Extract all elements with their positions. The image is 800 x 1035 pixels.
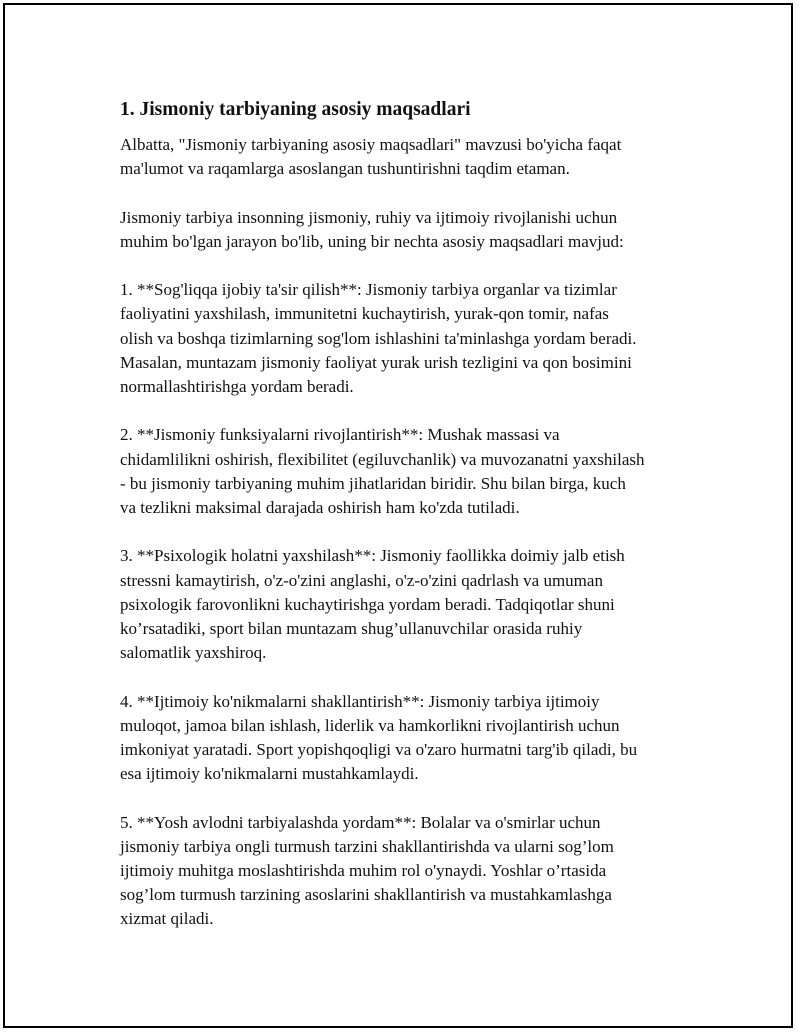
text-line: xizmat qiladi.	[120, 909, 214, 929]
paragraph-intro	[120, 133, 700, 181]
list-item-2	[120, 423, 700, 520]
text-line: Albatta, "Jismoniy tarbiyaning asosiy maqsadlari" mavzusi bo'yicha faqat	[120, 135, 622, 154]
text-line: stressni kamaytirish, o'z-o'zini anglashi, o'z-o'zini qadrlash va umuman	[120, 570, 603, 590]
text-line: olish va boshqa tizimlarning sog'lom ishlashini ta'minlashga yordam beradi.	[120, 328, 637, 348]
text-line: 2. **Jismoniy funksiyalarni rivojlantirish**: Mushak massasi va	[120, 425, 560, 445]
document-title: 1. Jismoniy tarbiyaning asosiy maqsadlari	[120, 99, 471, 120]
text-line: normallashtirishga yordam beradi.	[120, 377, 354, 396]
text-line: imkoniyat yaratadi. Sport yopishqoqligi va o'zaro hurmatni targ'ib qiladi, bu	[120, 740, 638, 759]
page-frame	[3, 3, 793, 1028]
text-line: ma'lumot va raqamlarga asoslangan tushuntirishni taqdim etaman.	[120, 159, 570, 179]
text-line: muhim bo'lgan jarayon bo'lib, uning bir nechta asosiy maqsadlari mavjud:	[120, 231, 624, 251]
list-item-5	[120, 811, 700, 932]
document-body	[120, 97, 700, 956]
list-item-1	[120, 278, 700, 399]
text-line: faoliyatini yaxshilash, immunitetni kuchaytirish, yurak-qon tomir, nafas	[120, 304, 609, 324]
text-line: Masalan, muntazam jismoniy faoliyat yurak urish tezligini va qon bosimini	[120, 352, 632, 372]
text-line: chidamlilikni oshirish, flexibilitet (egiluvchanlik) va muvozanatni yaxshilash	[120, 449, 645, 469]
text-line: salomatlik yaxshiroq.	[120, 643, 267, 663]
text-line: - bu jismoniy tarbiyaning muhim jihatlaridan biridir. Shu bilan birga, kuch	[120, 473, 626, 493]
text-line: va tezlikni maksimal darajada oshirish ham ko'zda tutiladi.	[120, 498, 520, 517]
list-item-4	[120, 690, 700, 787]
text-line: sog’lom turmush tarzining asoslarini shakllantirish va mustahkamlashga	[120, 885, 612, 905]
list-item-3	[120, 544, 700, 665]
text-line: 1. **Sog'liqqa ijobiy ta'sir qilish**: Jismoniy tarbiya organlar va tizimlar	[120, 280, 617, 300]
text-line: ijtimoiy muhitga moslashtirishda muhim rol o'ynaydi. Yoshlar o’rtasida	[120, 861, 607, 880]
text-line: jismoniy tarbiya ongli turmush tarzini shakllantirishda va ularni sog’lom	[120, 836, 614, 856]
text-line: 5. **Yosh avlodni tarbiyalashda yordam**: Bolalar va o'smirlar uchun	[120, 812, 601, 832]
text-line: 4. **Ijtimoiy ko'nikmalarni shakllantirish**: Jismoniy tarbiya ijtimoiy	[120, 691, 600, 711]
text-line: muloqot, jamoa bilan ishlash, liderlik va hamkorlikni rivojlantirish uchun	[120, 715, 620, 735]
text-line: esa ijtimoiy ko'nikmalarni mustahkamlaydi.	[120, 764, 419, 784]
text-line: 3. **Psixologik holatni yaxshilash**: Jismoniy faollikka doimiy jalb etish	[120, 546, 625, 566]
text-line: psixologik farovonlikni kuchaytirishga yordam beradi. Tadqiqotlar shuni	[120, 594, 615, 614]
text-line: ko’rsatadiki, sport bilan muntazam shug’ullanuvchilar orasida ruhiy	[120, 619, 583, 638]
paragraph-overview	[120, 206, 700, 254]
text-line: Jismoniy tarbiya insonning jismoniy, ruhiy va ijtimoiy rivojlanishi uchun	[120, 207, 618, 227]
